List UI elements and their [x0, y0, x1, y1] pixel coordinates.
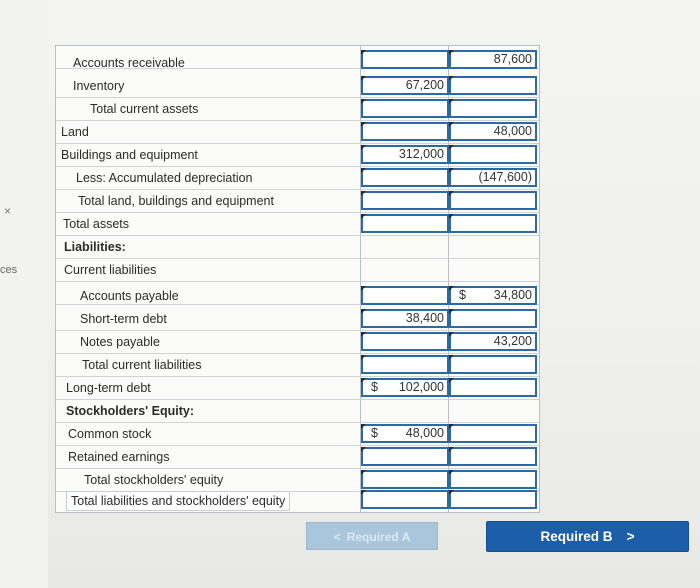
amount-input[interactable]	[361, 470, 449, 489]
row-label: Current liabilities	[64, 263, 157, 277]
row-label: Accounts payable	[80, 289, 179, 303]
row-label: Short-term debt	[80, 312, 167, 326]
amount-input[interactable]	[449, 447, 537, 466]
amount-value: 48,000	[405, 426, 444, 440]
amount-input[interactable]	[449, 99, 537, 118]
row-label: Land	[61, 125, 89, 139]
table-row	[56, 354, 539, 377]
table-row	[56, 377, 539, 400]
chevron-left-icon: <	[333, 530, 341, 544]
row-label: Total liabilities and stockholders' equity	[66, 491, 290, 511]
amount-input[interactable]: 312,000	[361, 145, 449, 164]
row-label: Buildings and equipment	[61, 148, 198, 162]
balance-sheet-table	[55, 45, 540, 513]
row-label: Long-term debt	[66, 381, 151, 395]
amount-input[interactable]	[361, 214, 449, 233]
amount-input[interactable]	[449, 214, 537, 233]
table-row	[56, 46, 539, 69]
amount-input[interactable]	[361, 191, 449, 210]
dollar-sign: $	[459, 288, 466, 302]
table-row	[56, 167, 539, 190]
row-label: Total stockholders' equity	[84, 473, 224, 487]
amount-input[interactable]	[361, 424, 449, 443]
required-b-button[interactable]	[486, 521, 689, 552]
amount-input[interactable]	[449, 355, 537, 374]
amount-value: 34,800	[493, 288, 532, 302]
amount-input[interactable]	[361, 378, 449, 397]
table-row	[56, 308, 539, 331]
amount-input[interactable]	[361, 50, 449, 69]
row-label: Total land, buildings and equipment	[78, 194, 274, 208]
amount-value: 102,000	[398, 380, 444, 394]
dollar-sign: $	[371, 426, 378, 440]
amount-input[interactable]: 48,000	[449, 122, 537, 141]
row-label: Notes payable	[80, 335, 160, 349]
row-label: Retained earnings	[68, 450, 170, 464]
row-label: Less: Accumulated depreciation	[76, 171, 253, 185]
table-row	[56, 423, 539, 446]
row-label: Total assets	[63, 217, 130, 231]
table-row	[56, 282, 539, 305]
amount-input[interactable]: 43,200	[449, 332, 537, 351]
section-heading: Stockholders' Equity:	[66, 404, 194, 418]
section-heading: Liabilities:	[64, 240, 126, 254]
table-row	[56, 236, 539, 259]
prev-button-label: Required A	[346, 530, 411, 544]
sidebar-cut-text: ces	[0, 264, 18, 276]
table-row	[56, 144, 539, 167]
amount-input[interactable]	[361, 99, 449, 118]
amount-input[interactable]	[361, 332, 449, 351]
row-label: Total current liabilities	[82, 358, 202, 372]
table-row	[56, 121, 539, 144]
table-row	[56, 98, 539, 121]
amount-input[interactable]	[449, 378, 537, 397]
amount-input[interactable]: 87,600	[449, 50, 537, 69]
table-row	[56, 489, 539, 512]
amount-input[interactable]	[449, 490, 537, 509]
close-icon[interactable]: ×	[4, 204, 12, 218]
table-row	[56, 75, 539, 98]
left-panel-edge	[0, 0, 48, 588]
amount-input[interactable]	[449, 309, 537, 328]
dollar-sign: $	[371, 380, 378, 394]
row-label: Accounts receivable	[73, 56, 185, 70]
required-a-button[interactable]	[306, 522, 438, 550]
amount-input[interactable]	[449, 145, 537, 164]
table-row	[56, 259, 539, 282]
next-button-label: Required B	[540, 529, 613, 544]
amount-input[interactable]	[449, 424, 537, 443]
row-label: Inventory	[73, 79, 125, 93]
amount-input[interactable]: (147,600)	[449, 168, 537, 187]
amount-input[interactable]	[361, 355, 449, 374]
amount-input[interactable]: 67,200	[361, 76, 449, 95]
table-row	[56, 213, 539, 236]
row-label: Total current assets	[90, 102, 199, 116]
chevron-right-icon: >	[626, 529, 635, 544]
amount-input[interactable]	[361, 168, 449, 187]
amount-input[interactable]	[361, 122, 449, 141]
amount-input[interactable]: 38,400	[361, 309, 449, 328]
amount-input[interactable]	[361, 447, 449, 466]
amount-input[interactable]	[361, 490, 449, 509]
table-row	[56, 446, 539, 469]
table-row	[56, 190, 539, 213]
amount-input[interactable]	[361, 286, 449, 305]
amount-input[interactable]	[449, 191, 537, 210]
table-row	[56, 331, 539, 354]
amount-input[interactable]	[449, 76, 537, 95]
table-row	[56, 400, 539, 423]
row-label: Common stock	[68, 427, 152, 441]
amount-input[interactable]	[449, 470, 537, 489]
amount-input[interactable]	[449, 286, 537, 305]
